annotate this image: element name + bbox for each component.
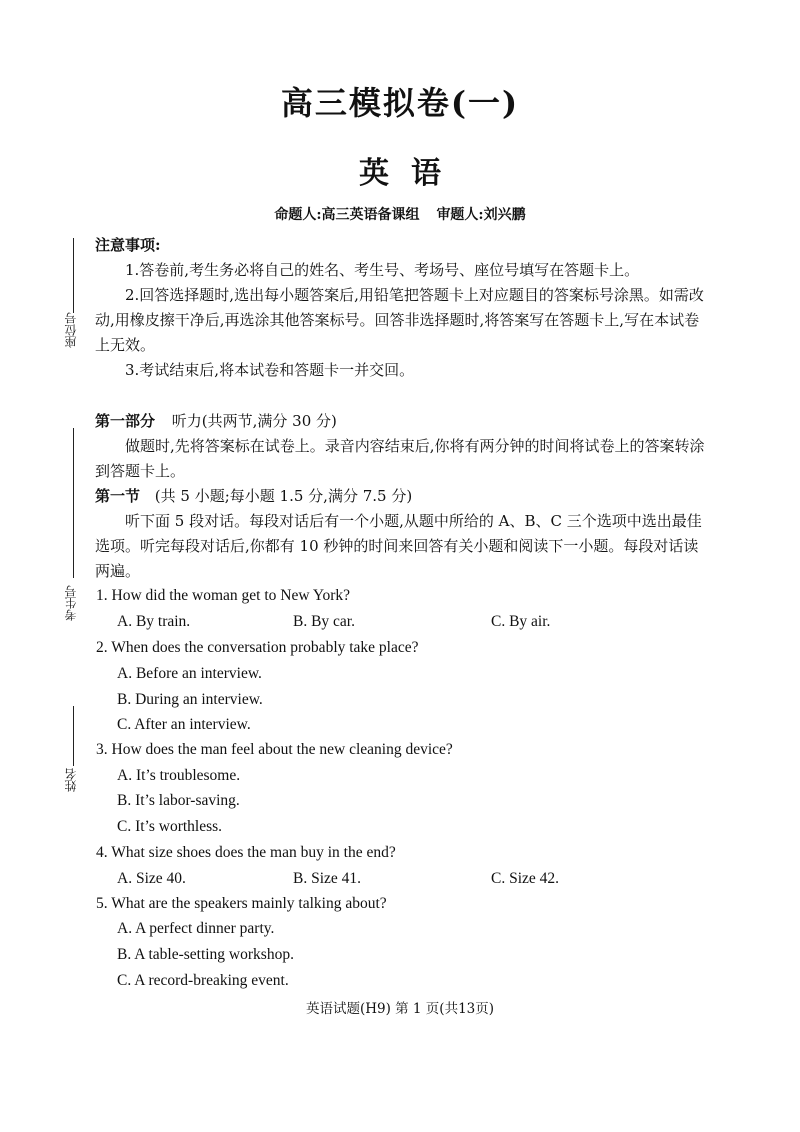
authors-line xyxy=(0,204,800,224)
candidate-number-line xyxy=(73,428,74,578)
exam-title: 高三模拟卷(一) xyxy=(280,84,520,122)
part1-heading xyxy=(95,409,710,434)
q2-option-a: A. Before an interview. xyxy=(117,665,262,682)
subject-title: 英语 xyxy=(359,156,463,191)
question-3-stem: 3. How does the man feel about the new cleaning device? xyxy=(96,741,453,758)
notice-item-3: 3.考试结束后,将本试卷和答题卡一并交回。 xyxy=(125,361,415,379)
q4-option-c: C. Size 42. xyxy=(491,870,560,887)
q2-option-b: B. During an interview. xyxy=(117,691,263,708)
q5-option-a: A. A perfect dinner party. xyxy=(117,920,275,937)
q3-option-c: C. It’s worthless. xyxy=(117,818,223,835)
notice-heading: 注意事项: xyxy=(95,236,161,254)
section1-heading-label: 第一节 xyxy=(95,487,141,505)
author-label: 命题人:高三英语备课组 xyxy=(274,207,420,223)
q2-option-c: C. After an interview. xyxy=(117,716,251,733)
notice-item-2: 2.回答选择题时,选出每小题答案后,用铅笔把答题卡上对应题目的答案标号涂黑。如需改动,用橡皮擦干净后,再选涂其他答案标号。回答非选择题时,将答案写在答题卡上,写在本试卷上无效。 xyxy=(95,286,704,354)
q1-option-c: C. By air. xyxy=(491,613,551,630)
q5-option-c: C. A record-breaking event. xyxy=(117,972,289,989)
reviewer-label: 审题人:刘兴鹏 xyxy=(436,207,526,223)
q3-option-a: A. It’s troublesome. xyxy=(117,767,241,784)
notice-item-1: 1.答卷前,考生务必将自己的姓名、考生号、考场号、座位号填写在答题卡上。 xyxy=(125,261,640,279)
part1-heading-label: 第一部分 xyxy=(95,412,156,430)
candidate-number-label: 考生号 xyxy=(64,585,78,621)
name-label: 姓名 xyxy=(64,768,78,792)
question-5-stem: 5. What are the speakers mainly talking about? xyxy=(96,895,387,912)
seat-number-label: 座位号 xyxy=(64,312,78,348)
question-4-options xyxy=(117,870,677,888)
page-footer: 英语试题(H9) 第 1 页(共13页) xyxy=(305,1001,495,1017)
q4-option-a: A. Size 40. xyxy=(117,870,186,887)
part1-heading-detail: 听力(共两节,满分 30 分) xyxy=(171,412,337,430)
question-1-stem: 1. How did the woman get to New York? xyxy=(96,587,351,604)
name-line xyxy=(73,706,74,766)
q3-option-b: B. It’s labor-saving. xyxy=(117,792,240,809)
part1-instruction: 做题时,先将答案标在试卷上。录音内容结束后,你将有两分钟的时间将试卷上的答案转涂到答题卡上。 xyxy=(95,437,705,480)
section1-heading xyxy=(95,484,710,509)
question-2-stem: 2. When does the conversation probably take place? xyxy=(96,639,419,656)
question-1-options xyxy=(117,613,677,631)
q1-option-b: B. By car. xyxy=(293,613,355,630)
question-4-stem: 4. What size shoes does the man buy in the end? xyxy=(96,844,396,861)
section1-heading-detail: (共 5 小题;每小题 1.5 分,满分 7.5 分) xyxy=(154,487,413,505)
seat-number-line xyxy=(73,238,74,313)
section1-instruction: 听下面 5 段对话。每段对话后有一个小题,从题中所给的 A、B、C 三个选项中选出最佳选项。听完每段对话后,你都有 10 秒钟的时间来回答有关小题和阅读下一小题。每段对话读两遍。 xyxy=(95,512,702,580)
q1-option-a: A. By train. xyxy=(117,613,191,630)
q4-option-b: B. Size 41. xyxy=(293,870,362,887)
q5-option-b: B. A table-setting workshop. xyxy=(117,946,294,963)
